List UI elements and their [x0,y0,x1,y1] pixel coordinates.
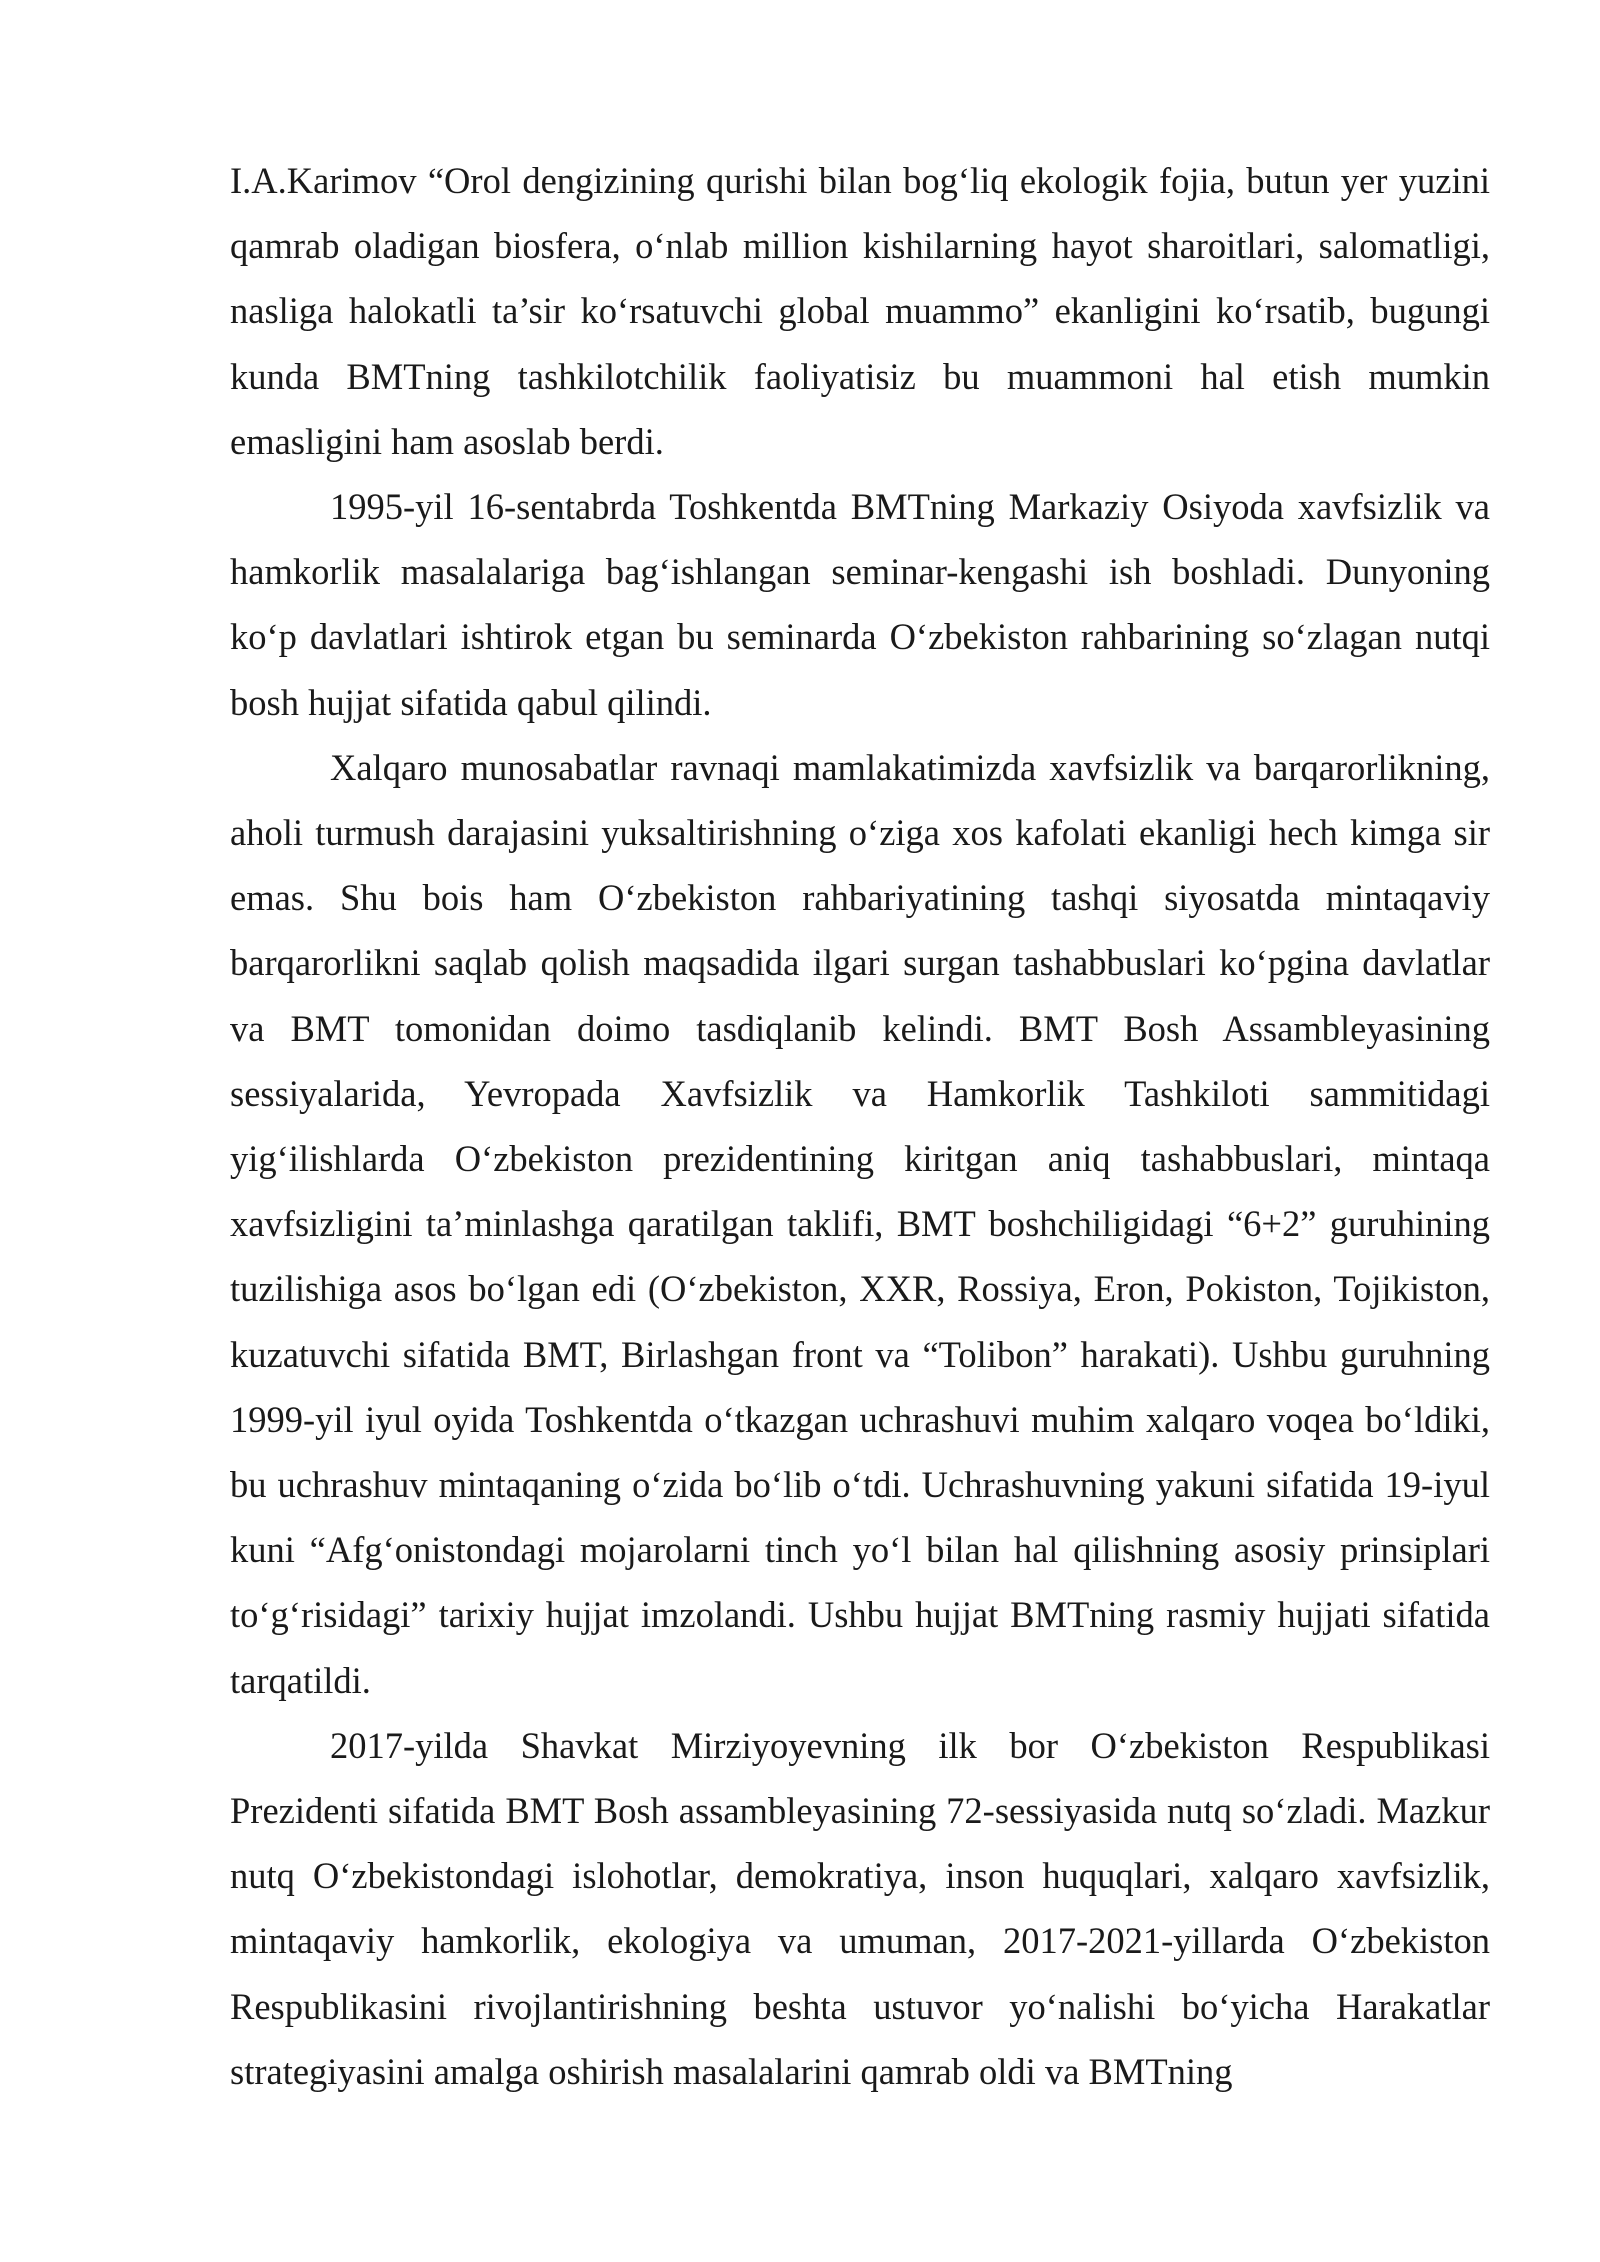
paragraph-karimov-aral: I.A.Karimov “Orol dengizining qurishi bilan bog‘liq ekologik fojia, butun yer yuzini qamrab oladigan biosfera, o‘nlab million kishilarning hayot sharoitlari, salomatligi, nasliga halokatli ta’sir ko‘rsatuvchi global muammo” ekanligini ko‘rsatib, bugungi kunda BMTning tashkilotchilik faoliyatisiz bu muammoni hal etish mumkin emasligini ham asoslab berdi. [230,160,1490,462]
paragraph-1995-seminar: 1995-yil 16-sentabrda Toshkentda BMTning Markaziy Osiyoda xavfsizlik va hamkorlik masalalariga bag‘ishlangan seminar-kengashi ish boshladi. Dunyoning ko‘p davlatlari ishtirok etgan bu seminarda O‘zbekiston rahbarining so‘zlagan nutqi bosh hujjat sifatida qabul qilindi. [230,486,1490,723]
paragraph-international-relations: Xalqaro munosabatlar ravnaqi mamlakatimizda xavfsizlik va barqarorlikning, aholi turmush darajasini yuksaltirishning o‘ziga xos kafolati ekanligi hech kimga sir emas. Shu bois ham O‘zbekiston rahbariyatining tashqi siyosatda mintaqaviy barqarorlikni saqlab qolish maqsadida ilgari surgan tashabbuslari ko‘pgina davlatlar va BMT tomonidan doimo tasdiqlanib kelindi. BMT Bosh Assambleyasining sessiyalarida, Yevropada Xavfsizlik va Hamkorlik Tashkiloti sammitidagi yig‘ilishlarda O‘zbekiston prezidentining kiritgan aniq tashabbuslari, mintaqa xavfsizligini ta’minlashga qaratilgan taklifi, BMT boshchiligidagi “6+2” guruhining tuzilishiga asos bo‘lgan edi (O‘zbekiston, XXR, Rossiya, Eron, Pokiston, Tojikiston, kuzatuvchi sifatida BMT, Birlashgan front va “Tolibon” harakati). Ushbu guruhning 1999-yil iyul oyida Toshkentda o‘tkazgan uchrashuvi muhim xalqaro voqea bo‘ldiki, bu uchrashuv mintaqaning o‘zida bo‘lib o‘tdi. Uchrashuvning yakuni sifatida 19-iyul kuni “Afg‘onistondagi mojarolarni tinch yo‘l bilan hal qilishning asosiy prinsiplari to‘g‘risidagi” tarixiy hujjat imzolandi. Ushbu hujjat BMTning rasmiy hujjati sifatida tarqatildi. [230,746,1490,1701]
body-text [230,148,1490,2104]
paragraph-2017-un-speech: 2017-yilda Shavkat Mirziyoyevning ilk bor O‘zbekiston Respublikasi Prezidenti sifatida BMT Bosh assambleyasining 72-sessiyasida nutq so‘zladi. Mazkur nutq O‘zbekistondagi islohotlar, demokratiya, inson huquqlari, xalqaro xavfsizlik, mintaqaviy hamkorlik, ekologiya va umuman, 2017-2021-yillarda O‘zbekiston Respublikasini rivojlantirishning beshta ustuvor yo‘nalishi bo‘yicha Harakatlar strategiyasini amalga oshirish masalalarini qamrab oldi va BMTning [230,1724,1490,2092]
